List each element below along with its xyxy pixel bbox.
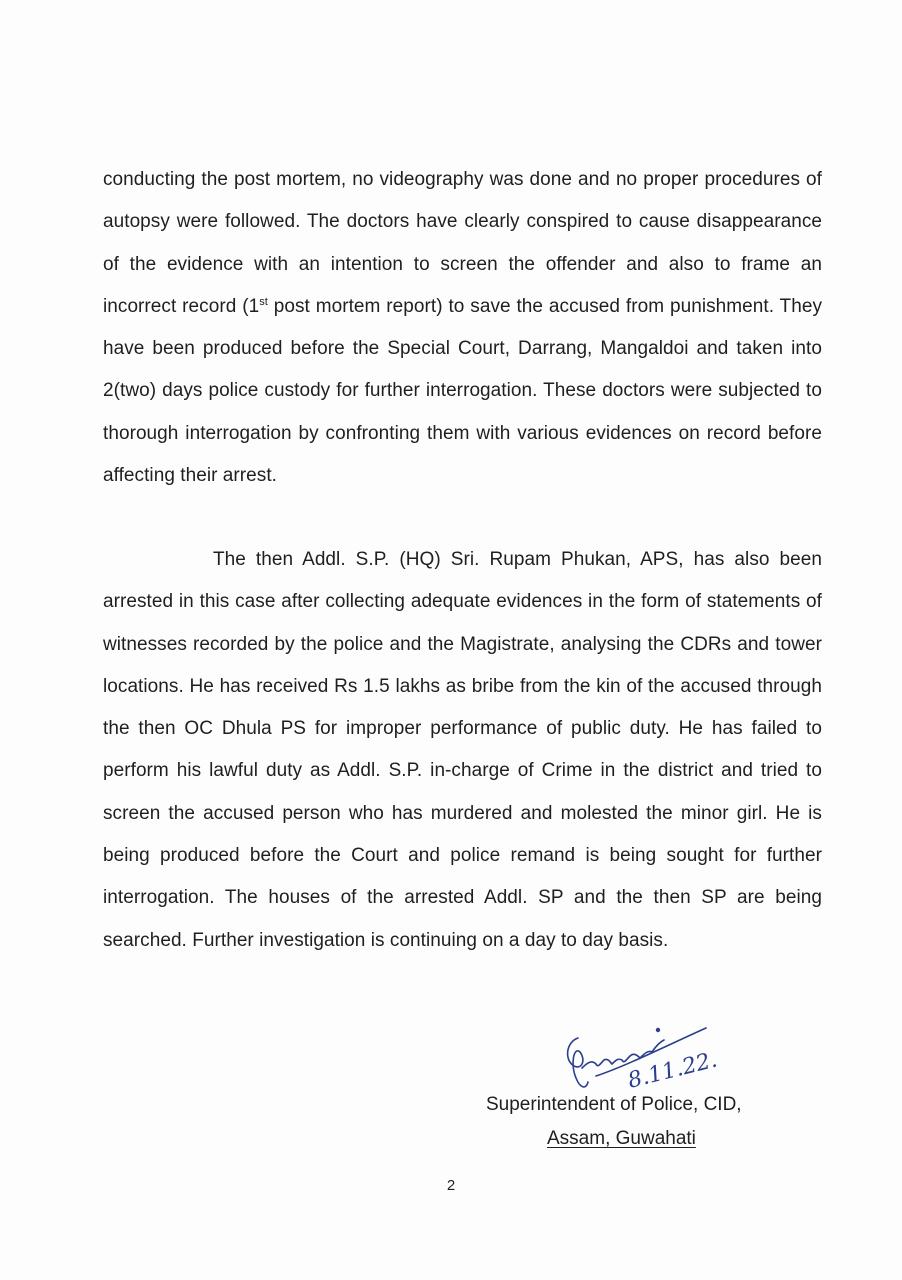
body-paragraph-2: The then Addl. S.P. (HQ) Sri. Rupam Phukan, APS, has also been arrested in this case after collecting adequate evidences in the form of statements of witnesses recorded by the police and the Magistrate, analysing the CDRs and tower locations. He has received Rs 1.5 lakhs as bribe from the kin of the accused through the then OC Dhula PS for improper performance of public duty. He has failed to perform his lawful duty as Addl. S.P. in-charge of Crime in the district and tried to screen the accused person who has murdered and molested the minor girl. He is being produced before the Court and police remand is being sought for further interrogation. The houses of the arrested Addl. SP and the then SP are being searched. Further investigation is continuing on a day to day basis. [103,549,822,951]
body-paragraph-1 [103,159,822,497]
signatory-location: Assam, Guwahati [547,1128,696,1149]
signatory-title: Superintendent of Police, CID, [486,1094,742,1115]
ordinal-superscript: st [259,295,268,308]
paragraph-1-text-end: post mortem report) to save the accused from punishment. They have been produced before the Special Court, Darrang, Mangaldoi and taken into 2(two) days police custody for further interrogation. These doctors were subjected to thorough interrogation by confronting them with various evidences on record before affecting their arrest. [103,295,822,487]
signatory-block [486,1088,786,1156]
page-number: 2 [446,1177,456,1194]
handwritten-date: 8.11.22. [625,1047,720,1094]
paragraph-1-text-start: conducting the post mortem, no videography was done and no proper procedures of autopsy were followed. The doctors have clearly conspired to cause disappearance of the evidence with an intention to screen the offender and also to frame an incorrect record (1 [103,169,822,317]
